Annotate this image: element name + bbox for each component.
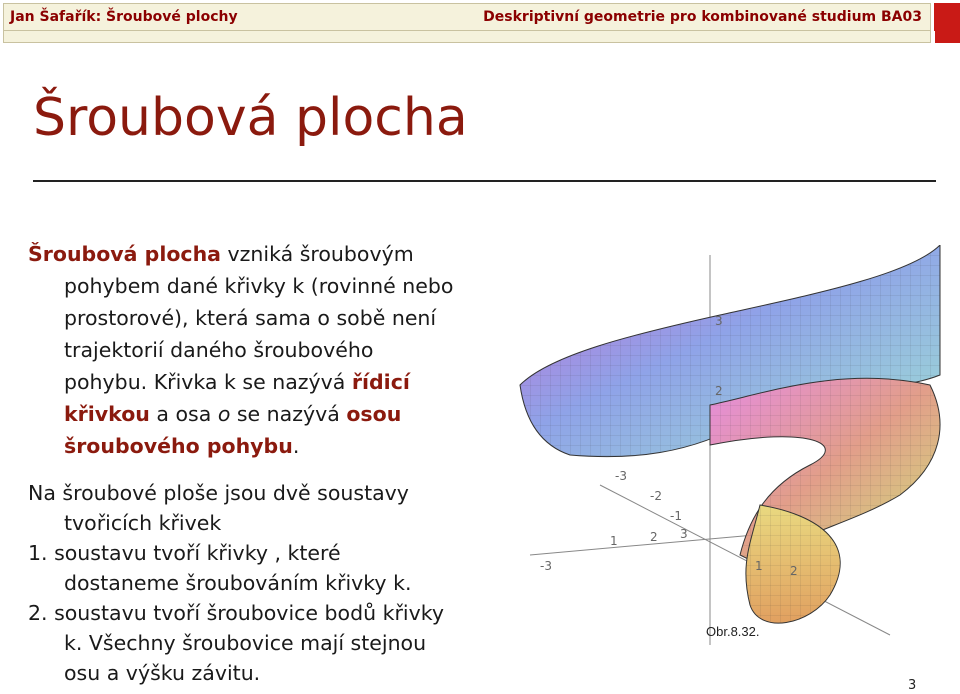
definition-line-3: prostorové), která sama o sobě není	[64, 306, 437, 330]
svg-text:3: 3	[680, 527, 688, 541]
page-number: 3	[908, 678, 917, 693]
term-helical-motion: šroubového pohybu	[64, 434, 293, 458]
term-curve: křivkou	[64, 402, 150, 426]
curves-paragraph	[28, 478, 508, 688]
curves-line-7: osu a výšku závitu.	[64, 661, 261, 685]
svg-text:1: 1	[610, 534, 618, 548]
axis-symbol: o	[217, 402, 231, 426]
svg-text:2: 2	[650, 530, 658, 544]
term-helical-surface: Šroubová plocha	[28, 242, 222, 266]
definition-paragraph	[28, 238, 498, 462]
definition-line-1: Šroubová plocha vzniká šroubovým	[28, 242, 414, 266]
definition-line-5: pohybu. Křivka k se nazývá řídicí	[64, 370, 410, 394]
curves-line-6: k. Všechny šroubovice mají stejnou	[64, 631, 427, 655]
svg-text:2: 2	[790, 564, 798, 578]
curves-line-5: 2. soustavu tvoří šroubovice bodů křivky	[28, 601, 445, 625]
definition-line-4: trajektorií daného šroubového	[64, 338, 374, 362]
svg-text:-3: -3	[615, 469, 627, 483]
definition-line-7: šroubového pohybu.	[64, 434, 300, 458]
curves-line-3: 1. soustavu tvoří křivky , které	[28, 541, 341, 565]
curves-line-2: tvořicích křivek	[64, 511, 222, 535]
slide-title: Šroubová plocha	[33, 88, 468, 148]
corner-block	[934, 3, 960, 31]
svg-text:2: 2	[715, 384, 723, 398]
title-divider	[33, 180, 936, 182]
svg-text:-3: -3	[540, 559, 552, 573]
header-bar	[3, 3, 931, 31]
svg-text:-2: -2	[650, 489, 662, 503]
svg-text:1: 1	[755, 559, 763, 573]
curves-line-1: Na šroubové ploše jsou dvě soustavy	[28, 481, 409, 505]
definition-line-2: pohybem dané křivky k (rovinné nebo	[64, 274, 454, 298]
corner-block-lower	[935, 31, 960, 43]
definition-line-6: křivkou a osa o se nazývá osou	[64, 402, 402, 426]
figure-caption: Obr.8.32.	[706, 624, 760, 639]
svg-text:-1: -1	[670, 509, 682, 523]
helical-surface-figure	[510, 245, 950, 655]
header-author-title: Jan Šafařík: Šroubové plochy	[10, 9, 238, 25]
svg-text:3: 3	[715, 314, 723, 328]
header-course: Deskriptivní geometrie pro kombinované studium BA03	[483, 9, 922, 25]
curves-line-4: dostaneme šroubováním křivky k.	[64, 571, 412, 595]
term-directing: řídicí	[351, 370, 410, 394]
term-axis: osou	[346, 402, 402, 426]
header-strip	[3, 31, 931, 43]
